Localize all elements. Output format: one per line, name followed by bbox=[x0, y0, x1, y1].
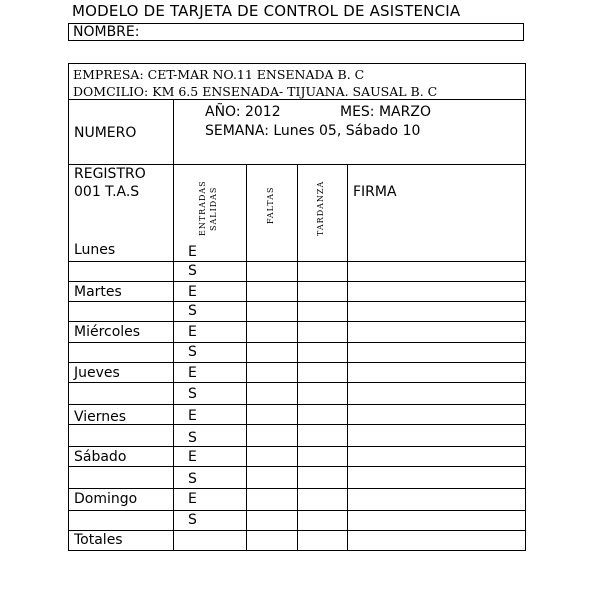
semana-text: SEMANA: Lunes 05, Sábado 10 bbox=[205, 123, 421, 139]
day-label: Sábado bbox=[74, 449, 127, 465]
row-divider bbox=[69, 362, 525, 363]
row-divider bbox=[69, 342, 525, 343]
day-label: Viernes bbox=[74, 409, 127, 425]
row-divider bbox=[69, 404, 525, 405]
day-label: Domingo bbox=[74, 491, 138, 507]
column-divider bbox=[173, 99, 174, 551]
totales-label: Totales bbox=[74, 532, 123, 548]
row-divider bbox=[69, 510, 525, 511]
row-divider bbox=[69, 530, 525, 531]
row-divider bbox=[69, 488, 525, 489]
domicilio-text: DOMCILIO: KM 6.5 ENSENADA- TIJUANA. SAUSAL B. C bbox=[73, 84, 438, 99]
numero-label: NUMERO bbox=[74, 125, 137, 141]
entrada-mark: E bbox=[188, 491, 197, 507]
row-divider bbox=[69, 446, 525, 447]
registro-line2: 001 T.A.S bbox=[74, 184, 140, 200]
anio-text: AÑO: 2012 bbox=[205, 104, 281, 120]
attendance-card bbox=[68, 63, 526, 551]
salida-mark: S bbox=[188, 430, 197, 446]
entrada-mark: E bbox=[188, 449, 197, 465]
row-divider bbox=[69, 301, 525, 302]
divider bbox=[69, 99, 525, 100]
row-divider bbox=[69, 321, 525, 322]
company-info bbox=[73, 66, 437, 100]
empresa-text: EMPRESA: CET-MAR NO.11 ENSENADA B. C bbox=[73, 67, 365, 82]
mes-text: MES: MARZO bbox=[340, 104, 431, 120]
salida-mark: S bbox=[188, 386, 197, 402]
entrada-mark: E bbox=[188, 244, 197, 260]
registro-line1: REGISTRO bbox=[74, 166, 146, 182]
header-tardanza: TARDANZA bbox=[316, 180, 325, 236]
header-salidas: SALIDAS bbox=[209, 186, 218, 231]
column-divider bbox=[246, 164, 247, 551]
registro-label bbox=[74, 165, 146, 201]
column-divider bbox=[347, 164, 348, 551]
salida-mark: S bbox=[188, 303, 197, 319]
salida-mark: S bbox=[188, 263, 197, 279]
entrada-mark: E bbox=[188, 284, 197, 300]
entrada-mark: E bbox=[188, 365, 197, 381]
row-divider bbox=[69, 281, 525, 282]
header-faltas: FALTAS bbox=[266, 186, 275, 224]
form-title: MODELO DE TARJETA DE CONTROL DE ASISTENCIA bbox=[72, 2, 461, 20]
nombre-field[interactable] bbox=[68, 23, 524, 41]
row-divider bbox=[69, 466, 525, 467]
entrada-mark: E bbox=[188, 324, 197, 340]
day-label: Miércoles bbox=[74, 324, 141, 340]
row-divider bbox=[69, 382, 525, 383]
day-label: Jueves bbox=[74, 365, 120, 381]
day-label: Lunes bbox=[74, 242, 116, 258]
salida-mark: S bbox=[188, 471, 197, 487]
day-label: Martes bbox=[74, 284, 122, 300]
row-divider bbox=[69, 424, 525, 425]
row-divider bbox=[69, 261, 525, 262]
header-firma: FIRMA bbox=[353, 184, 397, 200]
header-entradas: ENTRADAS bbox=[198, 180, 207, 236]
salida-mark: S bbox=[188, 344, 197, 360]
nombre-label: NOMBRE: bbox=[73, 24, 140, 40]
entrada-mark: E bbox=[188, 408, 197, 424]
salida-mark: S bbox=[188, 512, 197, 528]
column-divider bbox=[297, 164, 298, 551]
